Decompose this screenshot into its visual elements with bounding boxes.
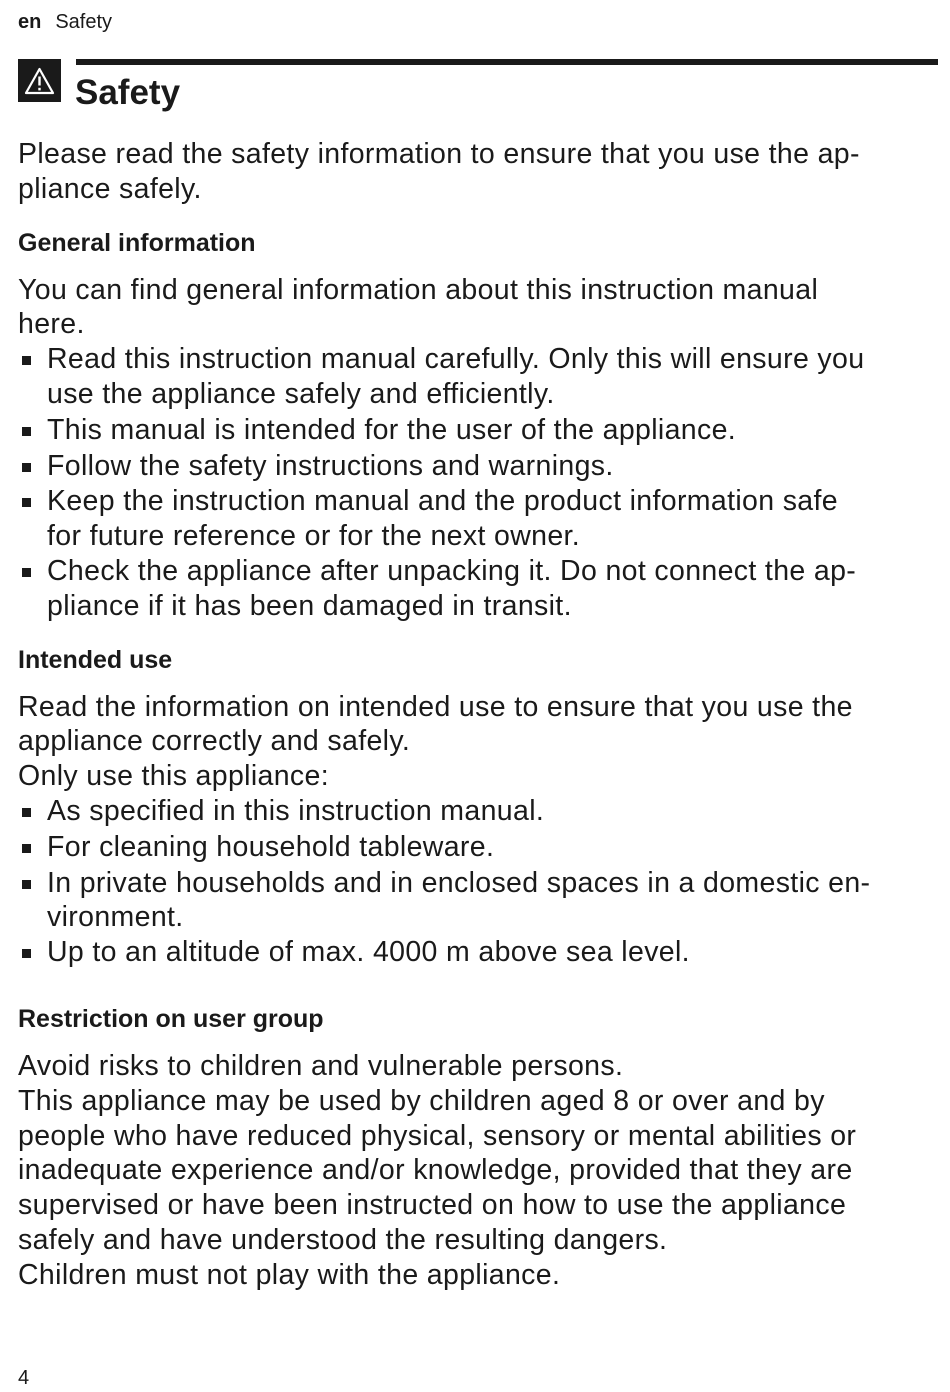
- main-content: [18, 137, 936, 1293]
- page-title: Safety: [75, 73, 181, 112]
- intro-line: pliance safely.: [18, 172, 202, 205]
- bullet-square: [22, 880, 31, 889]
- general-info-line: here.: [18, 308, 85, 341]
- general-info-heading: General information: [18, 228, 256, 257]
- bullet-square: [22, 356, 31, 365]
- intro-paragraph: [18, 137, 936, 207]
- bullet-square: [22, 844, 31, 853]
- warning-triangle-icon: [18, 59, 61, 102]
- list-item: Check the appliance after unpacking it. Do not connect the ap- pliance if it has been damaged in transit.: [18, 554, 936, 624]
- list-item: As specified in this instruction manual.: [18, 794, 936, 829]
- intended-use-heading: Intended use: [18, 645, 173, 674]
- general-info-list: [18, 342, 936, 623]
- bullet-square: [22, 808, 31, 817]
- intended-use-list: [18, 794, 936, 970]
- list-item: In private households and in enclosed spaces in a domestic en- vironment.: [18, 866, 936, 936]
- bullet-square: [22, 498, 31, 507]
- bullet-square: [22, 568, 31, 577]
- list-item: For cleaning household tableware.: [18, 830, 936, 865]
- bullet-square: [22, 427, 31, 436]
- intro-line: Please read the safety information to ensure that you use the ap-: [18, 138, 860, 170]
- page-number: 4: [18, 1367, 30, 1389]
- restriction-heading: Restriction on user group: [18, 1004, 324, 1033]
- list-item: Follow the safety instructions and warnings.: [18, 449, 936, 484]
- list-item: Up to an altitude of max. 4000 m above sea level.: [18, 935, 936, 970]
- general-info-paragraph: [18, 273, 936, 343]
- bullet-square: [22, 949, 31, 958]
- list-item: This manual is intended for the user of the appliance.: [18, 413, 936, 448]
- title-rule: [76, 59, 938, 65]
- running-header: [18, 10, 112, 34]
- header-section: Safety: [55, 11, 113, 33]
- list-item: Read this instruction manual carefully. Only this will ensure you use the appliance safely and efficiently.: [18, 342, 936, 412]
- restriction-paragraph: Avoid risks to children and vulnerable persons. This appliance may be used by children aged 8 or over and by people who have reduced physical, sensory or mental abilities or inadequate experience and/or knowledge, provided that they are supervised or have been instructed on how to use the appliance safely and have understood the resulting dangers. Children must not play with the appliance.: [18, 1049, 857, 1291]
- general-info-line: You can find general information about this instruction manual: [18, 273, 819, 306]
- bullet-square: [22, 463, 31, 472]
- language-code: en: [18, 11, 42, 33]
- list-item: Keep the instruction manual and the product information safe for future reference or for the next owner.: [18, 484, 936, 554]
- intended-use-paragraph: Read the information on intended use to ensure that you use the appliance correctly and safely. Only use this appliance:: [18, 690, 853, 793]
